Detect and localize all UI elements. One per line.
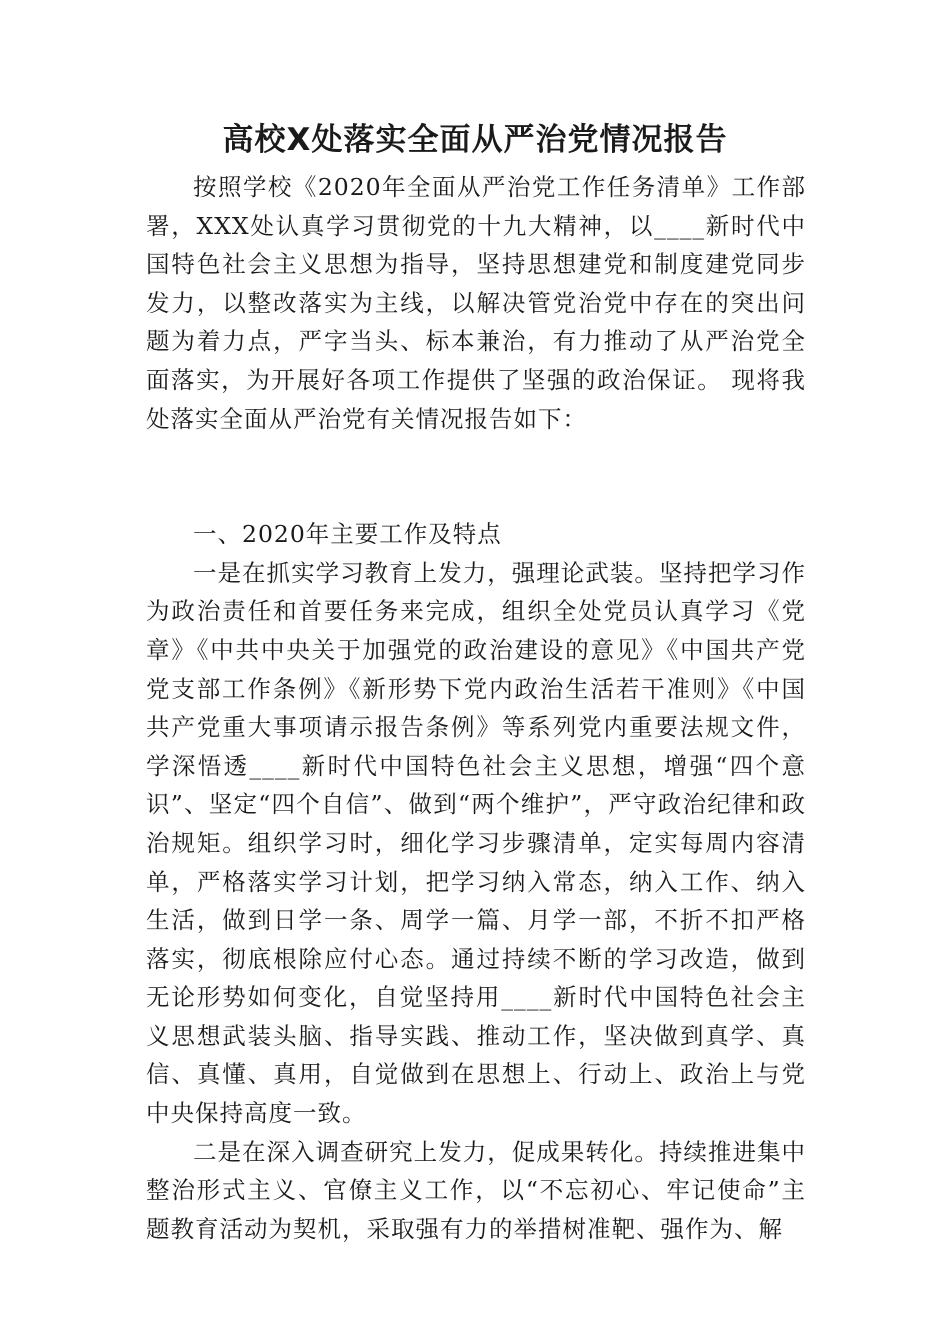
document-body [146, 168, 806, 1248]
section-gap [146, 438, 806, 515]
paragraph-investigation-research: 二是在深入调查研究上发力，促成果转化。持续推进集中整治形式主义、官僚主义工作，以“不忘初心、牢记使命”主题教育活动为契机，采取强有力的举措树准靶、强作为、解 [146, 1137, 806, 1243]
section-heading: 一、2020年主要工作及特点 [193, 520, 502, 549]
document-title: 高校X处落实全面从严治党情况报告 [222, 122, 728, 158]
intro-paragraph: 按照学校《2020年全面从严治党工作任务清单》工作部署，XXX处认真学习贯彻党的十九大精神，以____新时代中国特色社会主义思想为指导，坚持思想建党和制度建党同步发力，以整改落实为主线，以解决管党治党中存在的突出问题为着力点，严字当头、标本兼治，有力推动了从严治党全面落实，为开展好各项工作提供了坚强的政治保证。 现将我处落实全面从严治党有关情况报告如下： [146, 173, 806, 433]
paragraph-study-education: 一是在抓实学习教育上发力，强理论武装。坚持把学习作为政治责任和首要任务来完成，组织全处党员认真学习《党章》《中共中央关于加强党的政治建设的意见》《中国共产党党支部工作条例》《新形势下党内政治生活若干准则》《中国共产党重大事项请示报告条例》等系列党内重要法规文件，学深悟透____新时代中国特色社会主义思想，增强“四个意识”、坚定“四个自信”、做到“两个维护”，严守政治纪律和政治规矩。组织学习时，细化学习步骤清单，定实每周内容清单，严格落实学习计划，把学习纳入常态，纳入工作、纳入生活，做到日学一条、周学一篇、月学一部，不折不扣严格落实，彻底根除应付心态。通过持续不断的学习改造，做到无论形势如何变化，自觉坚持用____新时代中国特色社会主义思想武装头脑、指导实践、推动工作，坚决做到真学、真信、真懂、真用，自觉做到在思想上、行动上、政治上与党中央保持高度一致。 [146, 558, 806, 1128]
